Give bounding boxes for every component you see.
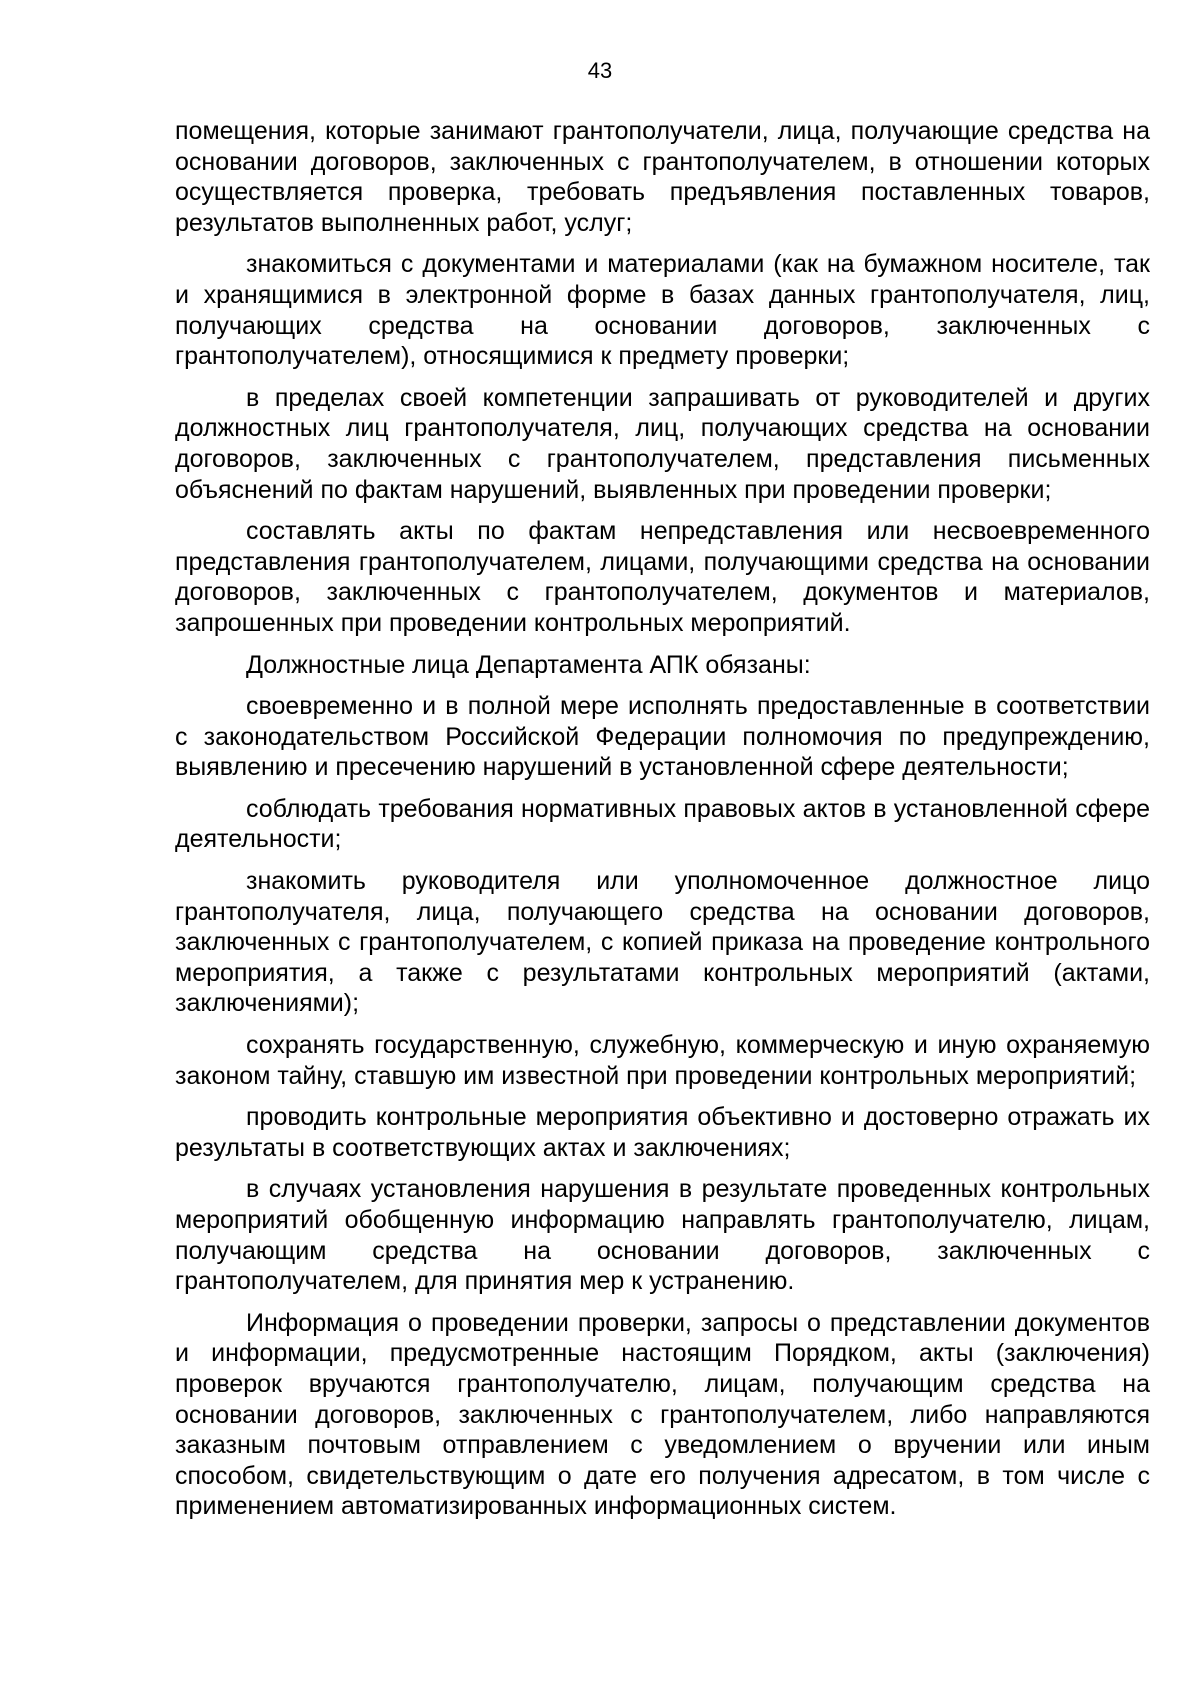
paragraph-acquaint-head: знакомить руководителя или уполномоченное должностное лицо грантополучателя, лица, получающего средства на основании договоров, заключенных с грантополучателем, с копией приказа на проведение контрольного мероприятия, а также с результатами контрольных мероприятий (актами, заключениями); [175, 867, 1150, 1018]
paragraph-exercise-powers: своевременно и в полной мере исполнять предоставленные в соответствии с законодательством Российской Федерации полномочия по предупреждению, выявлению и пресечению нарушений в установленной сфере деятельности; [175, 692, 1150, 782]
paragraph-comply-requirements: соблюдать требования нормативных правовых актов в установленной сфере деятельности; [175, 794, 1150, 854]
paragraph-review-documents: знакомиться с документами и материалами (как на бумажном носителе, так и хранящимися в электронной форме в базах данных грантополучателя, лиц, получающих средства на основании договоров, заключенных с грантополучателем), относящимися к предмету проверки; [175, 250, 1150, 371]
document-body [175, 116, 1150, 1533]
paragraph-request-explanations: в пределах своей компетенции запрашивать от руководителей и других должностных лиц грантополучателя, лиц, получающих средства на основании договоров, заключенных с грантополучателем, представления письменных объяснений по фактам нарушений, выявленных при проведении проверки; [175, 383, 1150, 504]
paragraph-send-information: в случаях установления нарушения в результате проведенных контрольных мероприятий обобщенную информацию направлять грантополучателю, лицам, получающим средства на основании договоров, заключенных с грантополучателем, для принятия мер к устранению. [175, 1175, 1150, 1296]
page-number: 43 [587, 58, 613, 83]
paragraph-keep-secrets: сохранять государственную, служебную, коммерческую и иную охраняемую законом тайну, ставшую им известной при проведении контрольных мероприятий; [175, 1031, 1150, 1090]
paragraph-delivery-of-documents: Информация о проведении проверки, запросы о представлении документов и информации, предусмотренные настоящим Порядком, акты (заключения) проверок вручаются грантополучателю, лицам, получающим средства на основании договоров, заключенных с грантополучателем, либо направляются заказным почтовым отправлением с уведомлением о вручении или иным способом, свидетельствующим о дате его получения адресатом, в том числе с применением автоматизированных информационных систем. [175, 1308, 1150, 1521]
paragraph-draw-up-acts: составлять акты по фактам непредставления или несвоевременного представления грантополучателем, лицами, получающими средства на основании договоров, заключенных с грантополучателем, документов и материалов, запрошенных при проведении контрольных мероприятий. [175, 517, 1150, 637]
paragraph-conduct-objectively: проводить контрольные мероприятия объективно и достоверно отражать их результаты в соответствующих актах и заключениях; [175, 1103, 1150, 1162]
paragraph-inspection-premises: помещения, которые занимают грантополучатели, лица, получающие средства на основании договоров, заключенных с грантополучателем, в отношении которых осуществляется проверка, требовать предъявления поставленных товаров, результатов выполненных работ, услуг; [175, 117, 1150, 237]
paragraph-officials-obligations-heading: Должностные лица Департамента АПК обязаны: [246, 650, 811, 679]
